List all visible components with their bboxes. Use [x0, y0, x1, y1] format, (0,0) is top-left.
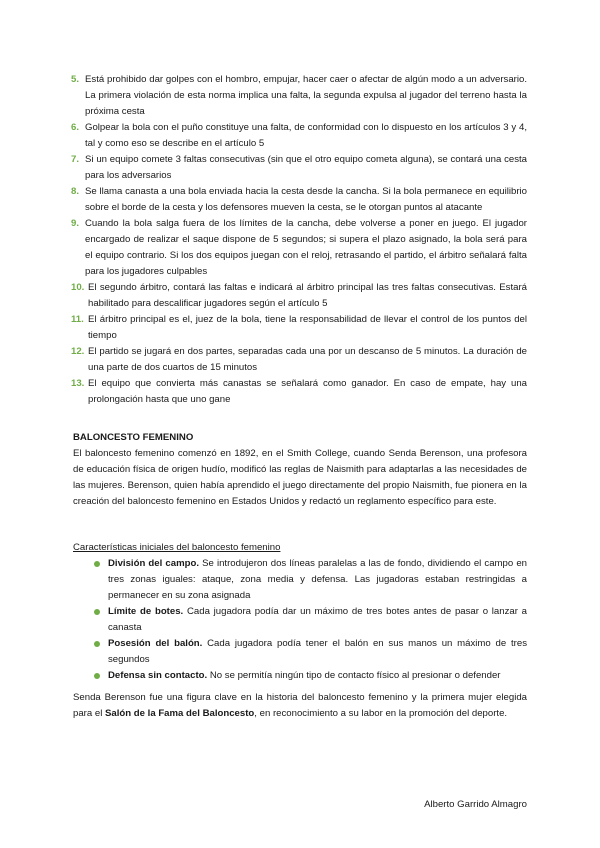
- rule-text: Golpear la bola con el puño constituye una falta, de conformidad con lo dispuesto en los artículos 3 y 4, tal y como eso se describe en el artículo 5: [85, 122, 527, 149]
- feature-title: Posesión del balón.: [108, 638, 203, 649]
- rule-text: El equipo que convierta más canastas se señalará como ganador. En caso de empate, hay una prolongación hasta que uno gane: [88, 378, 527, 405]
- features-list: [92, 556, 527, 684]
- rule-text: Si un equipo comete 3 faltas consecutivas (sin que el otro equipo cometa alguna), se contará una cesta para los adversarios: [85, 154, 527, 181]
- rule-item: [73, 280, 527, 312]
- rule-item: [73, 312, 527, 344]
- rule-number: 5.: [71, 74, 80, 85]
- rule-number: 13.: [71, 378, 85, 389]
- feature-text: No se permitía ningún tipo de contacto físico al presionar o defender: [207, 670, 501, 681]
- author-name: Alberto Garrido Almagro: [424, 799, 527, 810]
- feature-title: Límite de botes.: [108, 606, 184, 617]
- rule-number: 12.: [71, 346, 85, 357]
- intro-paragraph: El baloncesto femenino comenzó en 1892, en el Smith College, cuando Senda Berenson, una profesora de educación física de origen hudío, modificó las reglas de Naismith para adaptarlas a las necesidades de las mujeres. Berenson, quien había aprendido el juego directamente del propio Naismith, fue pionera en la creación del baloncesto femenino en Estados Unidos y redactó un reglamento específico para este.: [73, 448, 527, 507]
- list-item: [92, 556, 527, 604]
- rule-item: [73, 152, 527, 184]
- section-title: BALONCESTO FEMENINO: [73, 432, 194, 443]
- list-item: [92, 604, 527, 636]
- rule-text: Cuando la bola salga fuera de los límites de la cancha, debe volverse a poner en juego. El jugador encargado de realizar el saque dispone de 5 segundos; si supera el plazo asignado, la bola será para el equipo contrario. Si los dos equipos juegan con el reloj, retrasando el partido, el árbitro señalará falta para los jugadores culpables: [85, 218, 527, 277]
- hall-of-fame-name: Salón de la Fama del Baloncesto: [105, 708, 255, 719]
- rule-item: [73, 72, 527, 120]
- rule-text: El árbitro principal es el, juez de la bola, tiene la responsabilidad de llevar el control de los puntos del tiempo: [88, 314, 527, 341]
- rule-number: 6.: [71, 122, 80, 133]
- rule-number: 7.: [71, 154, 80, 165]
- rule-number: 11.: [71, 314, 84, 325]
- closing-text-start: Senda Berenson fue una figura clave en la historia del baloncesto femenino y la primera mujer elegida para el: [73, 692, 527, 719]
- rule-text: El partido se jugará en dos partes, separadas cada una por un descanso de 5 minutos. La duración de una parte de dos cuartos de 15 minutos: [88, 346, 527, 373]
- rule-text: Se llama canasta a una bola enviada hacia la cesta desde la cancha. Si la bola permanece en equilibrio sobre el borde de la cesta y los defensores mueven la cesta, se le otorgan puntos al atacante: [85, 186, 527, 213]
- bullet-icon: [94, 673, 100, 679]
- bullet-icon: [94, 641, 100, 647]
- feature-title: Defensa sin contacto.: [108, 670, 208, 681]
- feature-text: Cada jugadora podía dar un máximo de tres botes antes de pasar o lanzar a canasta: [108, 606, 527, 633]
- rule-text: El segundo árbitro, contará las faltas e indicará al árbitro principal las tres faltas consecutivas. Estará habilitado para descalificar jugadores según el artículo 5: [88, 282, 527, 309]
- rule-item: [73, 216, 527, 280]
- feature-text: Cada jugadora podía tener el balón en sus manos un máximo de tres segundos: [108, 638, 527, 665]
- rule-item: [73, 120, 527, 152]
- rule-number: 8.: [71, 186, 80, 197]
- rules-list: [73, 72, 527, 408]
- rule-item: [73, 344, 527, 376]
- feature-text: Se introdujeron dos líneas paralelas a las de fondo, dividiendo el campo en tres zonas iguales: ataque, zona media y defensa. Las jugadoras estaban restringidas a permanecer en su zona asignada: [108, 558, 527, 601]
- rule-number: 9.: [71, 218, 80, 229]
- closing-paragraph: [73, 690, 527, 722]
- rule-text: Está prohibido dar golpes con el hombro, empujar, hacer caer o afectar de algún modo a un adversario. La primera violación de esta norma implica una falta, la segunda expulsa al jugador del terreno hasta la próxima cesta: [85, 74, 527, 117]
- list-item: [92, 636, 527, 668]
- bullet-icon: [94, 609, 100, 615]
- list-item: [92, 668, 527, 684]
- rule-item: [73, 376, 527, 408]
- rule-number: 10.: [71, 282, 85, 293]
- feature-title: División del campo.: [108, 558, 199, 569]
- rule-item: [73, 184, 527, 216]
- bullet-icon: [94, 561, 100, 567]
- closing-text-end: , en reconocimiento a su labor en la promoción del deporte.: [254, 708, 508, 719]
- subheading: Características iniciales del baloncesto femenino: [73, 542, 281, 553]
